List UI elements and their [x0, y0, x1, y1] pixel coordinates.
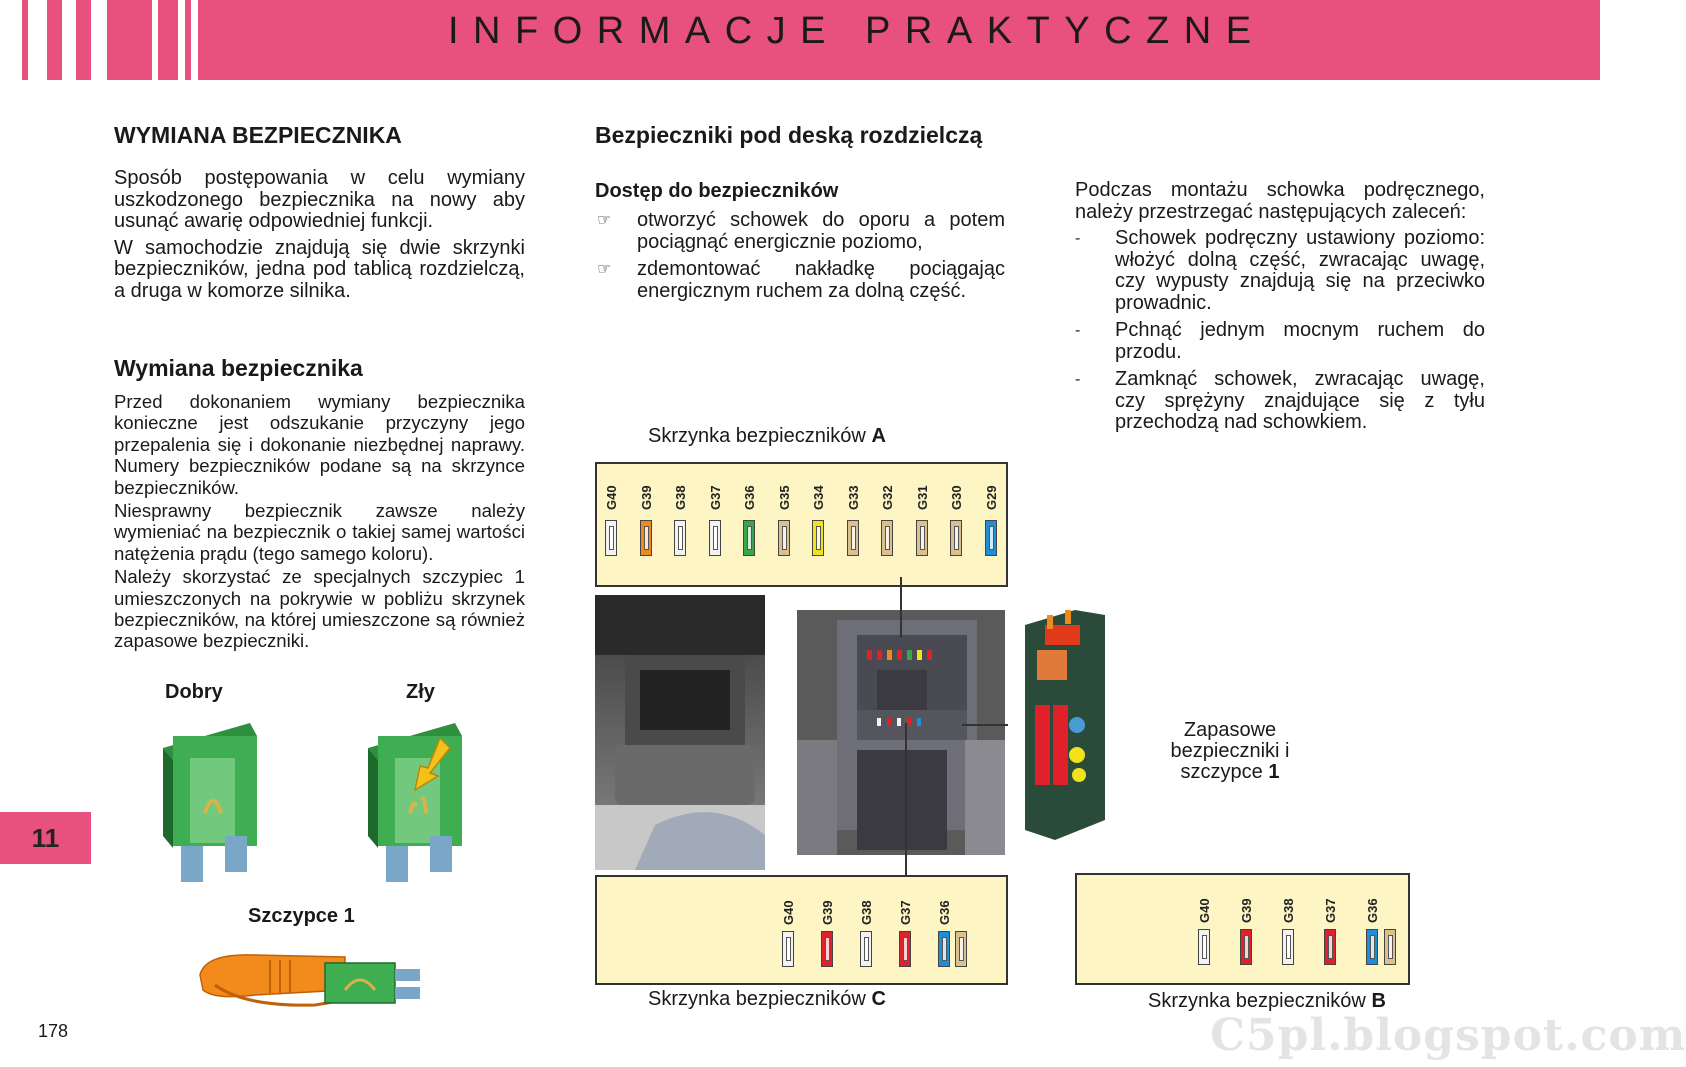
body-paragraph: Niesprawny bezpiecznik zawsze należy wymieniać na bezpiecznik o takiej samej wartości natężenia prądu (tego samego koloru).	[114, 500, 525, 564]
spare-caption-number: 1	[1268, 761, 1280, 783]
box-c-caption-text: Skrzynka bezpieczników	[648, 988, 866, 1010]
spare-caption-line: bezpieczniki i	[1170, 740, 1290, 762]
box-a-letter: A	[871, 425, 886, 447]
fuse-label: G31	[914, 485, 930, 510]
box-c-caption	[648, 988, 886, 1011]
watermark: C5pl.blogspot.com	[1210, 1010, 1686, 1061]
fuse-label: G35	[776, 485, 792, 510]
good-fuse-illustration	[155, 718, 265, 888]
fuse	[1324, 929, 1336, 965]
header-stripe	[158, 0, 178, 80]
fuse	[674, 520, 686, 556]
fuse	[985, 520, 997, 556]
chapter-tab: 11	[0, 812, 91, 864]
fuse	[1384, 929, 1396, 965]
intro-text	[114, 168, 525, 307]
good-fuse-label: Dobry	[165, 681, 223, 703]
list-item	[1075, 228, 1485, 314]
fuse-label: G36	[1365, 898, 1380, 923]
fuse	[1282, 929, 1294, 965]
pliers-illustration	[195, 945, 430, 1025]
fuse	[860, 931, 872, 967]
body-paragraph: Przed dokonaniem wymiany bezpiecznika konieczne jest odszukanie przyczyny jego przepalenia się i dokonanie niezbędnej naprawy. Numery bezpieczników podane są na skrzynce bezpieczników.	[114, 391, 525, 498]
spare-caption-line-3	[1135, 762, 1325, 783]
header-stripe	[22, 0, 28, 80]
box-a-caption	[648, 425, 886, 448]
header-stripe	[76, 0, 91, 80]
step-text: otworzyć schowek do oporu a potem pociągnąć energicznie poziomo,	[637, 209, 1005, 253]
fuse	[899, 931, 911, 967]
fuse	[847, 520, 859, 556]
fuse-label: G30	[949, 485, 964, 510]
fuse-label: G38	[1281, 898, 1296, 923]
header-stripe	[185, 0, 191, 80]
fuse	[916, 520, 928, 556]
header-stripe	[107, 0, 152, 80]
fuse-label: G36	[937, 900, 952, 925]
list-item	[597, 210, 1005, 253]
fuse	[1198, 929, 1210, 965]
fuse-label: G39	[1239, 898, 1254, 923]
page-title: INFORMACJE PRAKTYCZNE	[448, 10, 1266, 52]
list-item	[1075, 369, 1485, 434]
box-a-caption-text: Skrzynka bezpieczników	[648, 425, 866, 447]
instructions-text	[114, 391, 525, 657]
intro-paragraph: W samochodzie znajdują się dwie skrzynki bezpieczników, jedna pod tablicą rozdzielczą, a druga w komorze silnika.	[114, 236, 525, 302]
header-stripe	[47, 0, 62, 80]
intro-paragraph: Sposób postępowania w celu wymiany uszkodzonego bezpiecznika na nowy aby usunąć awarię odpowiedniej funkcji.	[114, 167, 525, 232]
fuse-label: G36	[742, 485, 757, 510]
fuse-label: G29	[983, 485, 999, 510]
mounting-step: Schowek podręczny ustawiony poziomo: włożyć dolną część, zwracając uwagę, czy wypusty znajdują się na przeciwko prowadnic.	[1115, 227, 1485, 314]
mounting-step: Pchnąć jednym mocnym ruchem do przodu.	[1115, 319, 1485, 363]
box-b-letter: B	[1371, 990, 1386, 1012]
fuse	[1366, 929, 1378, 965]
fuse-label: G40	[781, 900, 796, 925]
spare-fuses-photo	[1015, 595, 1105, 850]
leader-line	[905, 723, 907, 878]
fuse	[881, 520, 893, 556]
section-heading: WYMIANA BEZPIECZNIKA	[114, 122, 402, 148]
list-item	[597, 259, 1005, 302]
pointing-hand-icon: ☞	[597, 212, 612, 229]
fuse	[778, 520, 790, 556]
spare-caption-text: szczypce	[1180, 761, 1263, 783]
fuse	[938, 931, 950, 967]
fuse	[821, 931, 833, 967]
dash-bullet: -	[1075, 230, 1081, 247]
subsection-heading: Wymiana bezpiecznika	[114, 355, 363, 381]
fuse-label: G39	[820, 900, 835, 925]
pointing-hand-icon: ☞	[597, 261, 612, 278]
fuse-label: G40	[1197, 898, 1212, 923]
fuse	[605, 520, 617, 556]
fuse-label: G37	[1323, 898, 1338, 923]
dashboard-photo	[797, 610, 1005, 855]
dash-bullet: -	[1075, 371, 1081, 388]
fuse-label: G37	[898, 900, 913, 925]
leader-line	[900, 577, 902, 637]
fuse-label: G39	[638, 485, 654, 510]
fuse-label: G33	[845, 485, 861, 510]
fuse	[812, 520, 824, 556]
bad-fuse-label: Zły	[406, 681, 435, 703]
fuse-box-a	[595, 462, 1008, 587]
fuse	[709, 520, 721, 556]
page-number: 178	[38, 1021, 69, 1041]
fuse-label: G38	[859, 900, 874, 925]
leader-line	[962, 724, 1008, 726]
list-item	[1075, 320, 1485, 363]
fuse	[950, 520, 962, 556]
step-text: zdemontować nakładkę pociągając energicznym ruchem za dolną część.	[637, 258, 1005, 302]
access-steps	[597, 210, 1005, 308]
pliers-label: Szczypce 1	[248, 905, 355, 927]
fuse-label: G40	[604, 485, 619, 510]
fuse	[1240, 929, 1252, 965]
fuse	[955, 931, 967, 967]
access-heading: Dostęp do bezpieczników	[595, 180, 839, 202]
box-c-letter: C	[871, 988, 886, 1010]
spare-caption-line: Zapasowe	[1183, 719, 1277, 741]
fuse-box-c	[595, 875, 1008, 985]
fuse-label: G32	[880, 485, 895, 510]
dashboard-fuses-heading: Bezpieczniki pod deską rozdzielczą	[595, 122, 983, 148]
fuse	[640, 520, 652, 556]
body-paragraph: Należy skorzystać ze specjalnych szczypiec 1 umieszczonych na pokrywie w pobliżu skrzynek bezpieczników, na której umieszczone są również zapasowe bezpieczniki.	[114, 566, 525, 652]
fuse-box-b	[1075, 873, 1410, 985]
dash-bullet: -	[1075, 322, 1081, 339]
fuse	[782, 931, 794, 967]
mounting-intro: Podczas montażu schowka podręcznego, należy przestrzegać następujących zaleceń:	[1075, 179, 1485, 223]
fuse	[743, 520, 755, 556]
fuse-label: G38	[673, 485, 688, 510]
fuse-label: G37	[707, 485, 723, 510]
fuse-label: G34	[811, 485, 826, 510]
glovebox-photo	[595, 595, 765, 870]
mounting-text	[1075, 180, 1485, 440]
spare-fuses-caption	[1135, 720, 1325, 783]
bad-fuse-illustration	[360, 718, 470, 888]
box-b-caption-text: Skrzynka bezpieczników	[1148, 990, 1366, 1012]
mounting-step: Zamknąć schowek, zwracając uwagę, czy sprężyny znajdujące się z tyłu przechodzą nad schowkiem.	[1115, 368, 1485, 433]
